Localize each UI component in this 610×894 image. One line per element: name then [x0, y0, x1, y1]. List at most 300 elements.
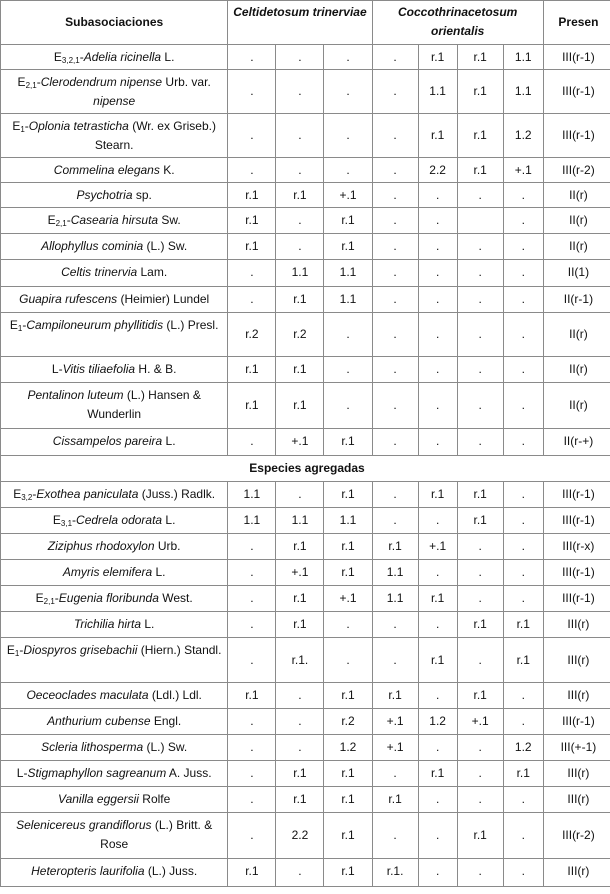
abundance-cell: . — [503, 586, 543, 612]
abundance-cell: r.1 — [457, 482, 503, 508]
table-row — [1, 45, 610, 70]
abundance-cell: r.1 — [418, 638, 457, 683]
abundance-cell: . — [228, 735, 276, 761]
table-row — [1, 429, 610, 456]
table-row — [1, 183, 610, 208]
abundance-cell: r.1 — [503, 638, 543, 683]
abundance-cell: . — [457, 859, 503, 887]
abundance-cell: r.1 — [276, 534, 324, 560]
abundance-cell: . — [228, 638, 276, 683]
table-body-characteristic — [1, 45, 610, 456]
table-row — [1, 761, 610, 787]
abundance-cell: . — [457, 383, 503, 429]
abundance-cell: . — [324, 383, 372, 429]
abundance-cell: . — [503, 313, 543, 357]
author-citation: K. — [159, 163, 175, 177]
abundance-cell: . — [418, 287, 457, 313]
header-group-celtidetosum: Celtidetosum trinerviae — [228, 1, 372, 45]
abundance-cell: . — [457, 260, 503, 287]
life-form-code: E — [17, 75, 26, 89]
abundance-cell: . — [276, 683, 324, 709]
variety-name: nipense — [93, 94, 136, 108]
table-row — [1, 638, 610, 683]
presence-cell: III(r-x) — [543, 534, 610, 560]
author-citation: Rolfe — [138, 792, 171, 806]
abundance-cell: . — [503, 482, 543, 508]
table-row — [1, 787, 610, 813]
abundance-cell: . — [276, 45, 324, 70]
abundance-cell: r.1 — [276, 761, 324, 787]
abundance-cell: r.1 — [228, 683, 276, 709]
scientific-name: Cedrela odorata — [76, 513, 163, 527]
species-name — [1, 787, 228, 813]
abundance-cell: . — [457, 761, 503, 787]
header-group-coccothrinacetosum: Coccothrinacetosum orientalis — [372, 1, 543, 45]
abundance-cell: . — [503, 534, 543, 560]
abundance-cell: r.1 — [324, 560, 372, 586]
abundance-cell: +.1 — [324, 183, 372, 208]
species-name — [1, 45, 228, 70]
life-form-code: L — [51, 362, 59, 376]
scientific-name: Diospyros grisebachii — [23, 643, 138, 657]
abundance-cell: 1.2 — [503, 735, 543, 761]
scientific-name: Guapira rufescens — [19, 292, 118, 306]
author-citation: Urb. — [154, 539, 181, 553]
abundance-cell: . — [228, 114, 276, 158]
section-row — [1, 456, 610, 482]
section-title: Especies agregadas — [1, 456, 610, 482]
table-row — [1, 735, 610, 761]
abundance-cell: . — [228, 45, 276, 70]
abundance-cell: . — [418, 508, 457, 534]
scientific-name: Allophyllus cominia — [41, 239, 144, 253]
abundance-cell: r.1 — [324, 787, 372, 813]
abundance-cell: . — [503, 260, 543, 287]
abundance-cell: r.1 — [276, 787, 324, 813]
table-row — [1, 70, 610, 114]
scientific-name: Ziziphus rhodoxylon — [47, 539, 155, 553]
abundance-cell: r.1 — [457, 158, 503, 183]
abundance-cell: . — [418, 735, 457, 761]
abundance-cell: 1.1 — [324, 508, 372, 534]
abundance-cell: r.1 — [324, 534, 372, 560]
life-form-code: E — [35, 591, 44, 605]
scientific-name: Clerodendrum nipense — [40, 75, 163, 89]
abundance-cell: r.2 — [276, 313, 324, 357]
abundance-cell: . — [418, 313, 457, 357]
abundance-cell: . — [324, 158, 372, 183]
table-row — [1, 709, 610, 735]
abundance-cell: . — [324, 357, 372, 383]
abundance-cell: r.1 — [276, 183, 324, 208]
author-citation: L. — [161, 50, 175, 64]
presence-cell: II(r) — [543, 234, 610, 260]
abundance-cell: . — [418, 683, 457, 709]
abundance-cell: . — [503, 208, 543, 234]
abundance-cell: +.1 — [276, 429, 324, 456]
presence-cell: III(r-2) — [543, 158, 610, 183]
author-citation: (L.) Juss. — [144, 864, 198, 878]
abundance-cell: . — [503, 508, 543, 534]
author-citation: (L.) Presl. — [163, 318, 219, 332]
abundance-cell: r.2 — [324, 709, 372, 735]
abundance-cell: r.1 — [457, 70, 503, 114]
author-citation: (Ldl.) Ldl. — [148, 688, 202, 702]
species-name — [1, 234, 228, 260]
author-citation: L. — [141, 617, 155, 631]
abundance-cell: 1.1 — [372, 586, 418, 612]
abundance-cell: . — [276, 859, 324, 887]
endemism-subscript: 2,1 — [43, 597, 55, 606]
abundance-cell: r.1 — [372, 534, 418, 560]
abundance-cell: r.1. — [276, 638, 324, 683]
presence-cell: II(r) — [543, 313, 610, 357]
table-row — [1, 859, 610, 887]
presence-cell: II(r) — [543, 383, 610, 429]
author-citation: Sw. — [158, 213, 181, 227]
author-citation: (L.) Sw. — [143, 239, 188, 253]
species-name — [1, 70, 228, 114]
endemism-subscript: 1 — [20, 125, 25, 134]
species-name — [1, 508, 228, 534]
abundance-cell: . — [457, 787, 503, 813]
abundance-cell: r.1 — [324, 429, 372, 456]
abundance-cell: r.2 — [228, 313, 276, 357]
author-citation: Urb. var. — [162, 75, 211, 89]
abundance-cell: . — [372, 383, 418, 429]
abundance-cell: . — [503, 859, 543, 887]
abundance-cell: . — [457, 287, 503, 313]
abundance-cell: . — [276, 709, 324, 735]
table-row — [1, 508, 610, 534]
abundance-cell: . — [228, 787, 276, 813]
abundance-cell: r.1 — [372, 683, 418, 709]
author-citation: (L.) Sw. — [143, 740, 188, 754]
abundance-cell: . — [372, 208, 418, 234]
scientific-name: Celtis trinervia — [61, 265, 138, 279]
species-name — [1, 709, 228, 735]
abundance-cell: +.1 — [457, 709, 503, 735]
author-citation: L. — [152, 565, 166, 579]
abundance-cell: +.1 — [418, 534, 457, 560]
species-name — [1, 813, 228, 859]
life-form-code: E — [52, 513, 61, 527]
scientific-name: Exothea paniculata — [36, 487, 139, 501]
species-name — [1, 287, 228, 313]
abundance-cell: . — [503, 383, 543, 429]
scientific-name: Eugenia floribunda — [58, 591, 159, 605]
author-citation: (L.) Hansen & Wunderlin — [87, 388, 201, 421]
abundance-cell: 1.1 — [276, 508, 324, 534]
header-presence: Presen — [543, 1, 610, 45]
abundance-cell: . — [276, 114, 324, 158]
table-row — [1, 158, 610, 183]
abundance-cell: +.1 — [503, 158, 543, 183]
abundance-cell: 1.1 — [372, 560, 418, 586]
abundance-cell: r.1 — [418, 482, 457, 508]
abundance-cell: 1.2 — [418, 709, 457, 735]
abundance-cell: . — [418, 560, 457, 586]
species-name — [1, 638, 228, 683]
separator: - — [22, 318, 27, 332]
abundance-cell: . — [228, 158, 276, 183]
abundance-cell: +.1 — [276, 560, 324, 586]
abundance-cell: 1.1 — [228, 482, 276, 508]
abundance-cell: r.1 — [457, 612, 503, 638]
abundance-cell — [457, 208, 503, 234]
author-citation: (L.) Britt. & Rose — [100, 818, 213, 851]
abundance-cell: . — [418, 357, 457, 383]
author-citation: (Heimier) Lundel — [117, 292, 210, 306]
presence-cell: III(r-1) — [543, 70, 610, 114]
species-name — [1, 260, 228, 287]
abundance-cell: . — [418, 383, 457, 429]
abundance-cell: r.1 — [457, 683, 503, 709]
table-row — [1, 114, 610, 158]
endemism-subscript: 2,1 — [25, 81, 37, 90]
abundance-cell: . — [228, 287, 276, 313]
presence-cell: III(r-1) — [543, 560, 610, 586]
presence-cell: III(r) — [543, 787, 610, 813]
separator: - — [32, 487, 37, 501]
header-species: Subasociaciones — [1, 1, 228, 45]
scientific-name: Selenicereus grandiflorus — [16, 818, 152, 832]
scientific-name: Oplonia tetrasticha — [28, 119, 129, 133]
species-name — [1, 761, 228, 787]
abundance-cell: 1.1 — [324, 260, 372, 287]
abundance-cell: . — [324, 612, 372, 638]
author-citation: L. — [162, 513, 176, 527]
presence-cell: III(r-1) — [543, 114, 610, 158]
life-form-code: E — [47, 213, 56, 227]
abundance-cell: r.1 — [457, 508, 503, 534]
abundance-cell: r.1 — [228, 183, 276, 208]
scientific-name: Commelina elegans — [53, 163, 160, 177]
abundance-cell: r.1 — [228, 357, 276, 383]
author-citation: Engl. — [150, 714, 182, 728]
separator: - — [79, 50, 84, 64]
abundance-cell: . — [228, 429, 276, 456]
abundance-cell: . — [418, 234, 457, 260]
scientific-name: Vanilla eggersii — [58, 792, 139, 806]
abundance-cell: +.1 — [372, 709, 418, 735]
endemism-subscript: 1 — [17, 324, 23, 333]
abundance-cell: . — [228, 813, 276, 859]
separator: - — [24, 119, 29, 133]
species-name — [1, 383, 228, 429]
abundance-cell: r.1 — [418, 114, 457, 158]
separator: - — [58, 362, 63, 376]
abundance-cell: . — [418, 813, 457, 859]
life-form-code: E — [6, 643, 15, 657]
species-name — [1, 158, 228, 183]
abundance-cell: . — [503, 287, 543, 313]
abundance-cell: . — [503, 183, 543, 208]
species-name — [1, 357, 228, 383]
table-row — [1, 234, 610, 260]
species-name — [1, 735, 228, 761]
abundance-cell: . — [372, 158, 418, 183]
header-row — [1, 1, 610, 45]
scientific-name: Oeceoclades maculata — [26, 688, 149, 702]
abundance-cell: . — [228, 761, 276, 787]
abundance-cell: . — [457, 357, 503, 383]
table-row — [1, 813, 610, 859]
abundance-cell: . — [228, 260, 276, 287]
abundance-cell: . — [276, 158, 324, 183]
species-name — [1, 560, 228, 586]
abundance-cell: 1.1 — [503, 45, 543, 70]
abundance-cell: . — [372, 761, 418, 787]
presence-cell: II(r) — [543, 183, 610, 208]
abundance-cell: . — [372, 114, 418, 158]
abundance-cell: r.1 — [457, 813, 503, 859]
scientific-name: Stigmaphyllon sagreanum — [27, 766, 167, 780]
abundance-cell: . — [503, 560, 543, 586]
scientific-name: Casearia hirsuta — [70, 213, 159, 227]
abundance-cell: r.1 — [324, 813, 372, 859]
abundance-cell: r.1 — [228, 859, 276, 887]
abundance-cell: . — [228, 70, 276, 114]
abundance-cell: . — [372, 813, 418, 859]
abundance-cell: . — [418, 612, 457, 638]
scientific-name: Campiloneurum phyllitidis — [26, 318, 164, 332]
endemism-subscript: 3,1 — [60, 519, 73, 528]
abundance-cell: . — [372, 260, 418, 287]
abundance-cell: . — [503, 429, 543, 456]
species-name — [1, 313, 228, 357]
abundance-cell: . — [372, 482, 418, 508]
species-name — [1, 612, 228, 638]
abundance-cell: r.1 — [457, 45, 503, 70]
abundance-cell: . — [324, 70, 372, 114]
abundance-cell: . — [276, 234, 324, 260]
abundance-cell: . — [228, 612, 276, 638]
abundance-cell: . — [372, 287, 418, 313]
abundance-cell: 2.2 — [418, 158, 457, 183]
species-name — [1, 208, 228, 234]
scientific-name: Adelia ricinella — [83, 50, 162, 64]
scientific-name: Trichilia hirta — [73, 617, 142, 631]
abundance-cell: 1.1 — [324, 287, 372, 313]
life-form-code: L — [16, 766, 24, 780]
life-form-code: E — [12, 119, 21, 133]
abundance-cell: . — [228, 709, 276, 735]
abundance-cell: . — [372, 612, 418, 638]
abundance-cell: +.1 — [372, 735, 418, 761]
presence-cell: III(+-1) — [543, 735, 610, 761]
abundance-cell: r.1 — [457, 114, 503, 158]
abundance-cell: . — [372, 638, 418, 683]
abundance-cell: . — [276, 735, 324, 761]
species-name — [1, 683, 228, 709]
scientific-name: Scleria lithosperma — [41, 740, 144, 754]
presence-cell: III(r-1) — [543, 709, 610, 735]
scientific-name: Psychotria — [76, 188, 133, 202]
abundance-cell: . — [372, 234, 418, 260]
abundance-cell: r.1 — [276, 357, 324, 383]
scientific-name: Amyris elemifera — [62, 565, 153, 579]
life-form-code: E — [13, 487, 22, 501]
species-name — [1, 429, 228, 456]
abundance-cell: 1.2 — [324, 735, 372, 761]
table-row — [1, 383, 610, 429]
abundance-cell: r.1 — [503, 612, 543, 638]
table-body-aggregated — [1, 482, 610, 887]
table-row — [1, 313, 610, 357]
author-citation: (Wr. ex Griseb.) Stearn. — [94, 119, 216, 152]
author-citation: H. & B. — [135, 362, 177, 376]
abundance-cell: . — [372, 357, 418, 383]
abundance-cell: . — [372, 313, 418, 357]
abundance-cell: . — [276, 482, 324, 508]
presence-cell: II(r-1) — [543, 287, 610, 313]
abundance-cell: . — [372, 429, 418, 456]
life-form-code: E — [9, 318, 18, 332]
abundance-cell: . — [457, 560, 503, 586]
table-row — [1, 534, 610, 560]
abundance-cell: r.1 — [276, 383, 324, 429]
author-citation: West. — [158, 591, 193, 605]
abundance-cell: r.1 — [324, 208, 372, 234]
author-citation: Lam. — [137, 265, 168, 279]
scientific-name: Anthurium cubense — [47, 714, 151, 728]
abundance-cell: . — [372, 183, 418, 208]
abundance-cell: . — [276, 70, 324, 114]
presence-cell: III(r-2) — [543, 813, 610, 859]
scientific-name: Cissampelos pareira — [52, 434, 163, 448]
abundance-cell: . — [503, 357, 543, 383]
author-citation: (Hiern.) Standl. — [137, 643, 222, 657]
scientific-name: Vitis tiliaefolia — [62, 362, 136, 376]
presence-cell: III(r-1) — [543, 45, 610, 70]
abundance-cell: . — [418, 859, 457, 887]
presence-cell: II(r) — [543, 357, 610, 383]
table-row — [1, 683, 610, 709]
abundance-cell: r.1 — [324, 683, 372, 709]
author-citation: A. Juss. — [166, 766, 212, 780]
endemism-subscript: 1 — [14, 649, 20, 658]
abundance-cell: . — [457, 183, 503, 208]
abundance-cell: . — [228, 560, 276, 586]
separator: - — [54, 591, 59, 605]
abundance-cell: r.1 — [503, 761, 543, 787]
abundance-cell: . — [372, 508, 418, 534]
abundance-cell: . — [457, 429, 503, 456]
abundance-cell: r.1 — [372, 787, 418, 813]
separator: - — [19, 643, 24, 657]
author-citation: (Juss.) Radlk. — [138, 487, 216, 501]
species-name — [1, 859, 228, 887]
abundance-cell: r.1 — [418, 586, 457, 612]
species-name — [1, 586, 228, 612]
presence-cell: II(1) — [543, 260, 610, 287]
table-body-section — [1, 456, 610, 482]
abundance-cell: . — [372, 70, 418, 114]
species-name — [1, 114, 228, 158]
presence-cell: II(r-+) — [543, 429, 610, 456]
abundance-cell: . — [503, 683, 543, 709]
abundance-cell: . — [457, 638, 503, 683]
presence-cell: III(r) — [543, 683, 610, 709]
abundance-cell: r.1 — [228, 383, 276, 429]
species-name — [1, 183, 228, 208]
abundance-cell: . — [324, 313, 372, 357]
abundance-cell: . — [457, 534, 503, 560]
table-row — [1, 482, 610, 508]
abundance-cell: r.1 — [276, 287, 324, 313]
scientific-name: Pentalinon luteum — [27, 388, 124, 402]
